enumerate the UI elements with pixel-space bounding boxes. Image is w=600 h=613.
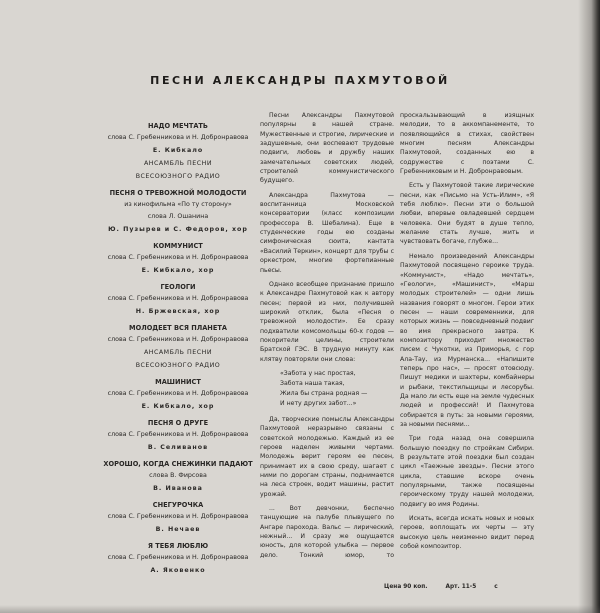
track-title: НАДО МЕЧТАТЬ (148, 122, 208, 130)
track-lyrics: слова С. Гребенникова и Н. Добронравова (107, 336, 249, 343)
article-paragraph: ... Вот девчонки, беспечно танцующие на палубе плывущего по Ангаре парохода. Вальс — лирический, нежный... И сразу же ощущается юность, для которой улыбка — первое дело. Тонкий юмор, то проскальзывающий в изящных мелодии, то в аккомпанементе, то появляющийся в стихах, свойствен многим песням Александры Пахмутовой, созданных ею в содружестве с поэтами С. Гребенниковым и Н. Добронравовым. (260, 112, 534, 559)
track-list (102, 121, 254, 577)
article-paragraph: Немало произведений Александры Пахмутовой посвящено героике труда. «Коммунист», «Надо мечтать», «Геологи», «Машинист», «Марш молодых строителей» — одни лишь названия говорят о многом. Герои этих песен — наши современники, для которых жизнь — повседневный подвиг во имя прекрасного завтра. К композитору приходит множество писем с Чукотки, из Приморья, с гор Ала-Тау, из Мурманска... «Напишите теперь про нас», — просят отовсюду. Пишут медики и шахтеры, комбайнеры и рыбаки, текстильщицы и лесорубы. Да мало ли есть еще на земле чудесных людей и профессий! И Пахмутова собирается в путь: за новыми героями, за новыми песнями... (400, 252, 534, 428)
track-title: ПЕСНЯ О ТРЕВОЖНОЙ МОЛОДОСТИ (109, 189, 247, 197)
track-lyrics: слова Л. Ошанина (147, 213, 209, 220)
article-text (260, 111, 534, 560)
track-lyrics: слова С. Гребенникова и Н. Добронравова (107, 554, 249, 561)
page-title: ПЕСНИ АЛЕКСАНДРЫ ПАХМУТОВОЙ (150, 74, 450, 87)
track-lyrics: слова С. Гребенникова и Н. Добронравова (107, 513, 249, 520)
article-paragraph: Есть у Пахмутовой такие лирические песни, как «Письмо на Усть-Илим», «Я тебя люблю». Песни эти о большой любви, впервые овладевшей сердцем человека. Они будят в душе тепло, желание стать лучше, жить и чувствовать богаче, глубже... (400, 182, 534, 246)
song-quote: «Забота у нас простая, Забота наша такая, Жила бы страна родная — И нету других забот...» (280, 369, 368, 407)
track-lyrics: слова В. Фирсова (149, 472, 207, 479)
track-performer: Е. Кибкало, хор (141, 403, 215, 410)
track-performer: Ю. Пузырев и С. Федоров, хор (108, 226, 248, 233)
track-title: СНЕГУРОЧКА (152, 501, 204, 509)
track-lyrics: слова С. Гребенникова и Н. Добронравова (107, 134, 249, 141)
track-title: ГЕОЛОГИ (160, 283, 196, 291)
track-lyrics: слова С. Гребенникова и Н. Добронравова (107, 295, 249, 302)
article-paragraph: Однако всеобщее признание пришло к Александре Пахмутовой как к автору песен; первой из них, получившей широкий отклик, была «Песня о тревожной молодости». Ее сразу подхватили комсомольцы 60-х годов — покорители целины, строители Братской ГЭС. В трудную минуту как клятву повторяли они слова: (260, 280, 394, 363)
track-title: МАШИНИСТ (155, 378, 201, 386)
price: Цена 90 коп. (384, 584, 428, 590)
sleeve-edge-shadow (578, 0, 600, 613)
track-title: ХОРОШО, КОГДА СНЕЖИНКИ ПАДАЮТ (103, 460, 253, 468)
article-number: Арт. 11-5 (445, 584, 477, 590)
price-info (384, 584, 514, 590)
track-ensemble: АНСАМБЛЬ ПЕСНИ (143, 160, 213, 167)
track-title: МОЛОДЕЕТ ВСЯ ПЛАНЕТА (129, 324, 227, 332)
track-title: КОММУНИСТ (153, 242, 203, 250)
article-paragraph: Песни Александры Пахмутовой популярны в нашей стране. Мужественные и строгие, лирические и задушевные, они воспевают трудовые подвиги, любовь и дружбу наших замечательных советских людей, строителей коммунистического будущего. (260, 112, 394, 185)
track-performer: Е. Кибкало, хор (141, 267, 215, 274)
grade-mark: с (494, 584, 498, 590)
track-performer: В. Нечаев (155, 526, 201, 533)
article-paragraph: Да, творческие помыслы Александры Пахмутовой неразрывно связаны с советской молодежью. Каждый из ее героев наделен живыми чертами. Молодежь верит героям ее песен, принимает их в свою среду, шагает с ними по дорогам страны, поднимается на леса строек, водит машины, растит урожай. (260, 415, 394, 498)
article-paragraph: Искать, всегда искать новых и новых героев, воплощать их черты — эту высокую цель неизменно видит перед собой композитор. (400, 515, 534, 551)
track-performer: Е. Кибкало (152, 147, 204, 154)
track-title: ПЕСНЯ О ДРУГЕ (147, 419, 209, 427)
track-ensemble: ВСЕСОЮЗНОГО РАДИО (135, 362, 221, 369)
track-lyrics: слова С. Гребенникова и Н. Добронравова (107, 390, 249, 397)
track-performer: Н. Бржевская, хор (135, 308, 221, 315)
article-paragraph: Три года назад она совершила большую поездку по стройкам Сибири. В результате этой поездки был создан цикл «Таежные звезды». Песни этого цикла, ставшие вскоре очень популярными, также посвящены героическому труду нашей молодежи, подвигу во имя Родины. (400, 435, 534, 508)
track-ensemble: ВСЕСОЮЗНОГО РАДИО (135, 173, 221, 180)
sleeve-bottom-shadow (0, 605, 600, 613)
track-performer: В. Иванова (153, 485, 203, 492)
track-title: Я ТЕБЯ ЛЮБЛЮ (147, 542, 209, 550)
track-lyrics: из кинофильма «По ту сторону» (124, 201, 232, 208)
track-performer: А. Яковенко (150, 567, 206, 574)
track-lyrics: слова С. Гребенникова и Н. Добронравова (107, 254, 249, 261)
track-lyrics: слова С. Гребенникова и Н. Добронравова (107, 431, 249, 438)
track-performer: В. Селиванов (147, 444, 209, 451)
track-ensemble: АНСАМБЛЬ ПЕСНИ (143, 349, 213, 356)
article-paragraph: Александра Пахмутова — воспитанница Московской консерватории (класс композиции профессора В. Шебалина). Еще в студенческие годы ею созданы симфоническая сюита, кантата «Василий Теркин», концерт для трубы с оркестром, многие фортепианные пьесы. (260, 191, 394, 274)
